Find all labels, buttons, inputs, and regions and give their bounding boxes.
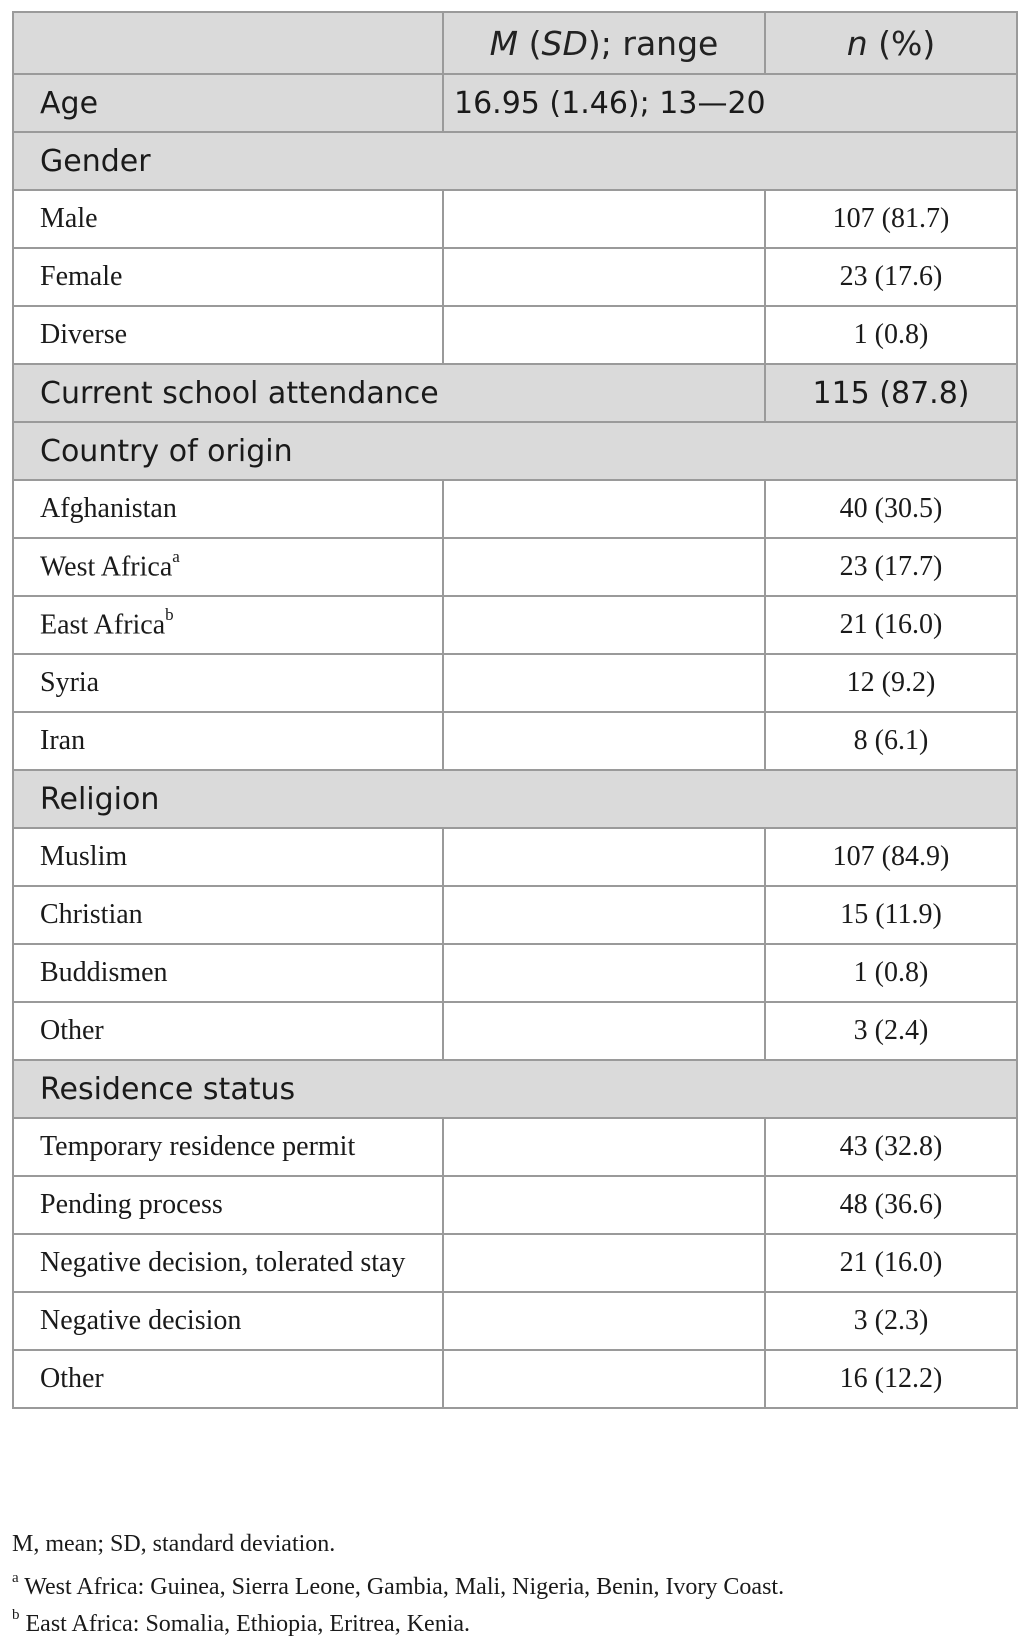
section-label: Current school attendance (13, 364, 765, 422)
section-row-school (13, 364, 1017, 422)
footnote-b: $^b$ East Africa: Somalia, Ethiopia, Eritrea, Kenia. (12, 1607, 471, 1637)
section-label: Country of origin (13, 422, 1017, 480)
row-label: Temporary residence permit (13, 1118, 443, 1176)
row-value: 3 (2.4) (765, 1002, 1017, 1060)
row-value: 40 (30.5) (765, 480, 1017, 538)
table-row (13, 1176, 1017, 1234)
row-value: 107 (81.7) (765, 190, 1017, 248)
row-value: 1 (0.8) (765, 306, 1017, 364)
section-row-religion (13, 770, 1017, 828)
table-row (13, 944, 1017, 1002)
row-value: 1 (0.8) (765, 944, 1017, 1002)
table-footnotes (12, 1526, 784, 1637)
row-label: Pending process (13, 1176, 443, 1234)
table-row (13, 1292, 1017, 1350)
table-row (13, 248, 1017, 306)
row-label: Diverse (13, 306, 443, 364)
header-n-percent (765, 12, 1017, 74)
table-row (13, 1234, 1017, 1292)
footnote-marker: a (172, 547, 180, 567)
row-label: Negative decision, tolerated stay (13, 1234, 443, 1292)
row-label: Afghanistan (13, 480, 443, 538)
row-label: West Africa$^a$ (13, 538, 443, 596)
table-row (13, 1002, 1017, 1060)
section-label: Gender (13, 132, 1017, 190)
section-label: Age (13, 74, 443, 132)
table-row (13, 828, 1017, 886)
section-label: Residence status (13, 1060, 1017, 1118)
table-row (13, 886, 1017, 944)
row-label: Muslim (13, 828, 443, 886)
table-row (13, 712, 1017, 770)
table-row (13, 480, 1017, 538)
section-row-age (13, 74, 1017, 132)
header-percent: (%) (867, 23, 936, 63)
table-header-row (13, 12, 1017, 74)
demographics-table (12, 11, 1018, 1409)
row-label: Other (13, 1002, 443, 1060)
row-value: 23 (17.7) (765, 538, 1017, 596)
row-label: Male (13, 190, 443, 248)
row-value: 16 (12.2) (765, 1350, 1017, 1408)
table-row (13, 1118, 1017, 1176)
row-label: Female (13, 248, 443, 306)
section-row-residence (13, 1060, 1017, 1118)
header-empty-cell (13, 12, 443, 74)
row-label: Iran (13, 712, 443, 770)
row-value: 43 (32.8) (765, 1118, 1017, 1176)
row-label: Syria (13, 654, 443, 712)
section-row-origin (13, 422, 1017, 480)
header-sd-open: ( (518, 23, 542, 63)
row-label: East Africa$^b$ (13, 596, 443, 654)
footnote-marker: b (165, 605, 174, 625)
row-value: 23 (17.6) (765, 248, 1017, 306)
header-sd: SD (541, 23, 588, 63)
header-m: M (489, 23, 519, 63)
table-row (13, 190, 1017, 248)
table-row (13, 596, 1017, 654)
row-value: 8 (6.1) (765, 712, 1017, 770)
row-value: 15 (11.9) (765, 886, 1017, 944)
table-row (13, 654, 1017, 712)
row-value: 107 (84.9) (765, 828, 1017, 886)
row-value: 21 (16.0) (765, 1234, 1017, 1292)
table-row (13, 538, 1017, 596)
row-label: Negative decision (13, 1292, 443, 1350)
footnote-marker: b (12, 1607, 20, 1623)
section-label: Religion (13, 770, 1017, 828)
age-value: 16.95 (1.46); 13—20 (443, 74, 1017, 132)
section-row-gender (13, 132, 1017, 190)
school-value: 115 (87.8) (765, 364, 1017, 422)
table-row (13, 306, 1017, 364)
footnote-marker: a (12, 1570, 19, 1586)
row-value: 21 (16.0) (765, 596, 1017, 654)
row-label: Other (13, 1350, 443, 1408)
row-label: Buddismen (13, 944, 443, 1002)
footnote-a: $^a$ West Africa: Guinea, Sierra Leone, Gambia, Mali, Nigeria, Benin, Ivory Coast. (12, 1570, 785, 1600)
abbreviation-note: M, mean; SD, standard deviation. (12, 1531, 336, 1557)
row-value: 12 (9.2) (765, 654, 1017, 712)
header-mean-sd-range (443, 12, 765, 74)
header-n: n (846, 23, 868, 63)
row-label: Christian (13, 886, 443, 944)
row-value: 48 (36.6) (765, 1176, 1017, 1234)
header-range: ); range (587, 23, 719, 63)
row-value: 3 (2.3) (765, 1292, 1017, 1350)
table-row (13, 1350, 1017, 1408)
